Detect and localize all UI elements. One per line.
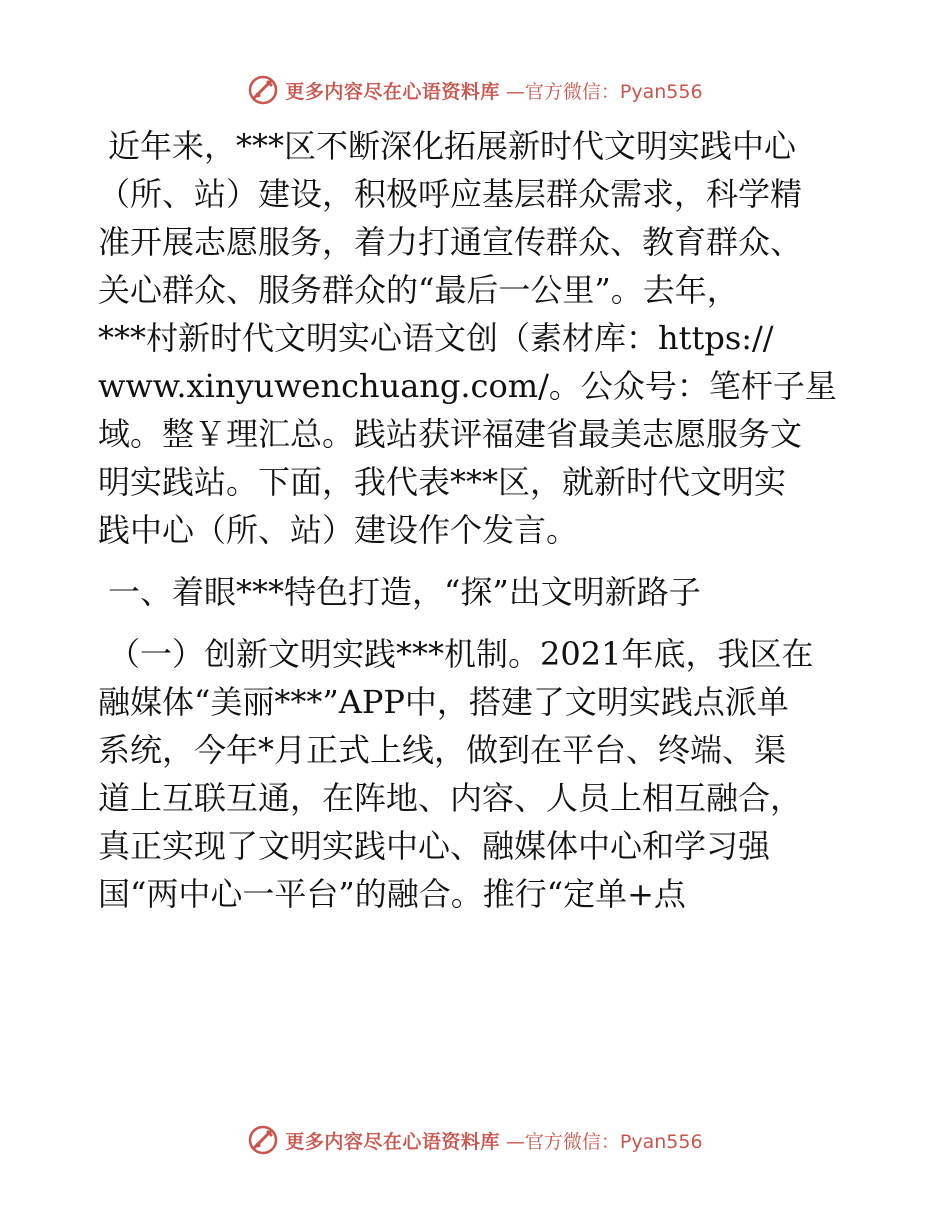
paragraph-line: 准开展志愿服务，着力打通宣传群众、教育群众、	[98, 223, 803, 261]
paragraph-line: 系统，今年*月正式上线，做到在平台、终端、渠	[98, 731, 787, 769]
paragraph-line: 融媒体“美丽***”APP中，搭建了文明实践点派单	[98, 683, 789, 721]
header-banner	[0, 72, 950, 108]
paragraph-line: 国“两中心一平台”的融合。推行“定单+点	[98, 875, 686, 913]
paragraph-line: （所、站）建设，积极呼应基层群众需求，科学精	[98, 175, 803, 213]
header-banner-contact: —官方微信：Pyan556	[505, 80, 703, 103]
document-body	[98, 122, 868, 918]
footer-banner	[0, 1122, 950, 1158]
paragraph-line: www.xinyuwenchuang.com/。公众号：笔杆子星	[98, 367, 837, 405]
paragraph-line: 域。整￥理汇总。践站获评福建省最美志愿服务文	[98, 415, 803, 453]
header-banner-text: 更多内容尽在心语资料库	[285, 80, 500, 103]
paragraph-line: 明实践站。下面，我代表***区，就新时代文明实	[98, 463, 787, 501]
footer-banner-contact: —官方微信：Pyan556	[505, 1130, 703, 1153]
paragraph-line: （一）创新文明实践***机制。2021年底，我区在	[108, 635, 814, 673]
brand-logo-icon	[247, 74, 279, 106]
footer-banner-text: 更多内容尽在心语资料库	[285, 1130, 500, 1153]
section-heading: 一、着眼***特色打造，“探”出文明新路子	[108, 573, 701, 611]
paragraph-line: 关心群众、服务群众的“最后一公里”。去年，	[98, 271, 739, 309]
paragraph-line: 道上互联互通，在阵地、内容、人员上相互融合，	[98, 779, 803, 817]
brand-logo-icon	[247, 1124, 279, 1156]
paragraph-line: 践中心（所、站）建设作个发言。	[98, 511, 579, 549]
paragraph-line: 近年来，***区不断深化拓展新时代文明实践中心	[108, 127, 797, 165]
paragraph-line: ***村新时代文明实心语文创（素材库：https://	[98, 319, 774, 357]
paragraph-line: 真正实现了文明实践中心、融媒体中心和学习强	[98, 827, 771, 865]
